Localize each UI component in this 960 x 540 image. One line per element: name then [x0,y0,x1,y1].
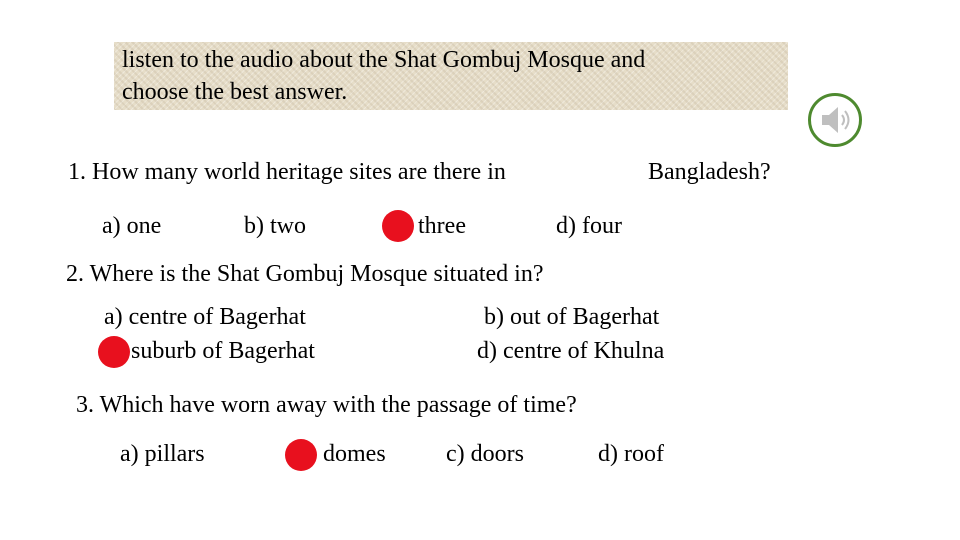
q3-option-b[interactable]: domes [323,441,386,467]
q2-option-d[interactable]: d) centre of Khulna [477,338,665,364]
question-1-text: 1. How many world heritage sites are there in [68,159,506,185]
q3-option-c[interactable]: c) doors [446,441,524,467]
q1-option-a[interactable]: a) one [102,213,162,239]
q1-option-b[interactable]: b) two [244,213,306,239]
speaker-icon [811,96,859,144]
question-1-text-end: Bangladesh? [648,159,771,185]
q2-option-c-selected-marker[interactable] [98,336,130,368]
instruction-line-1: listen to the audio about the Shat Gombuj Mosque and [122,47,646,73]
q2-option-b[interactable]: b) out of Bagerhat [484,304,660,330]
q2-option-c[interactable]: suburb of Bagerhat [131,338,315,364]
q3-option-d[interactable]: d) roof [598,441,664,467]
q1-option-c-selected-marker[interactable] [382,210,414,242]
q1-option-d[interactable]: d) four [556,213,622,239]
q3-option-b-selected-marker[interactable] [285,439,317,471]
q3-option-a[interactable]: a) pillars [120,441,205,467]
instruction-line-2: choose the best answer. [122,79,348,105]
audio-play-button[interactable] [808,93,862,147]
q2-option-a[interactable]: a) centre of Bagerhat [104,304,306,330]
instruction-box [114,42,788,110]
question-3-text: 3. Which have worn away with the passage of time? [76,392,577,418]
question-2-text: 2. Where is the Shat Gombuj Mosque situated in? [66,261,544,287]
q1-option-c[interactable]: three [418,213,466,239]
